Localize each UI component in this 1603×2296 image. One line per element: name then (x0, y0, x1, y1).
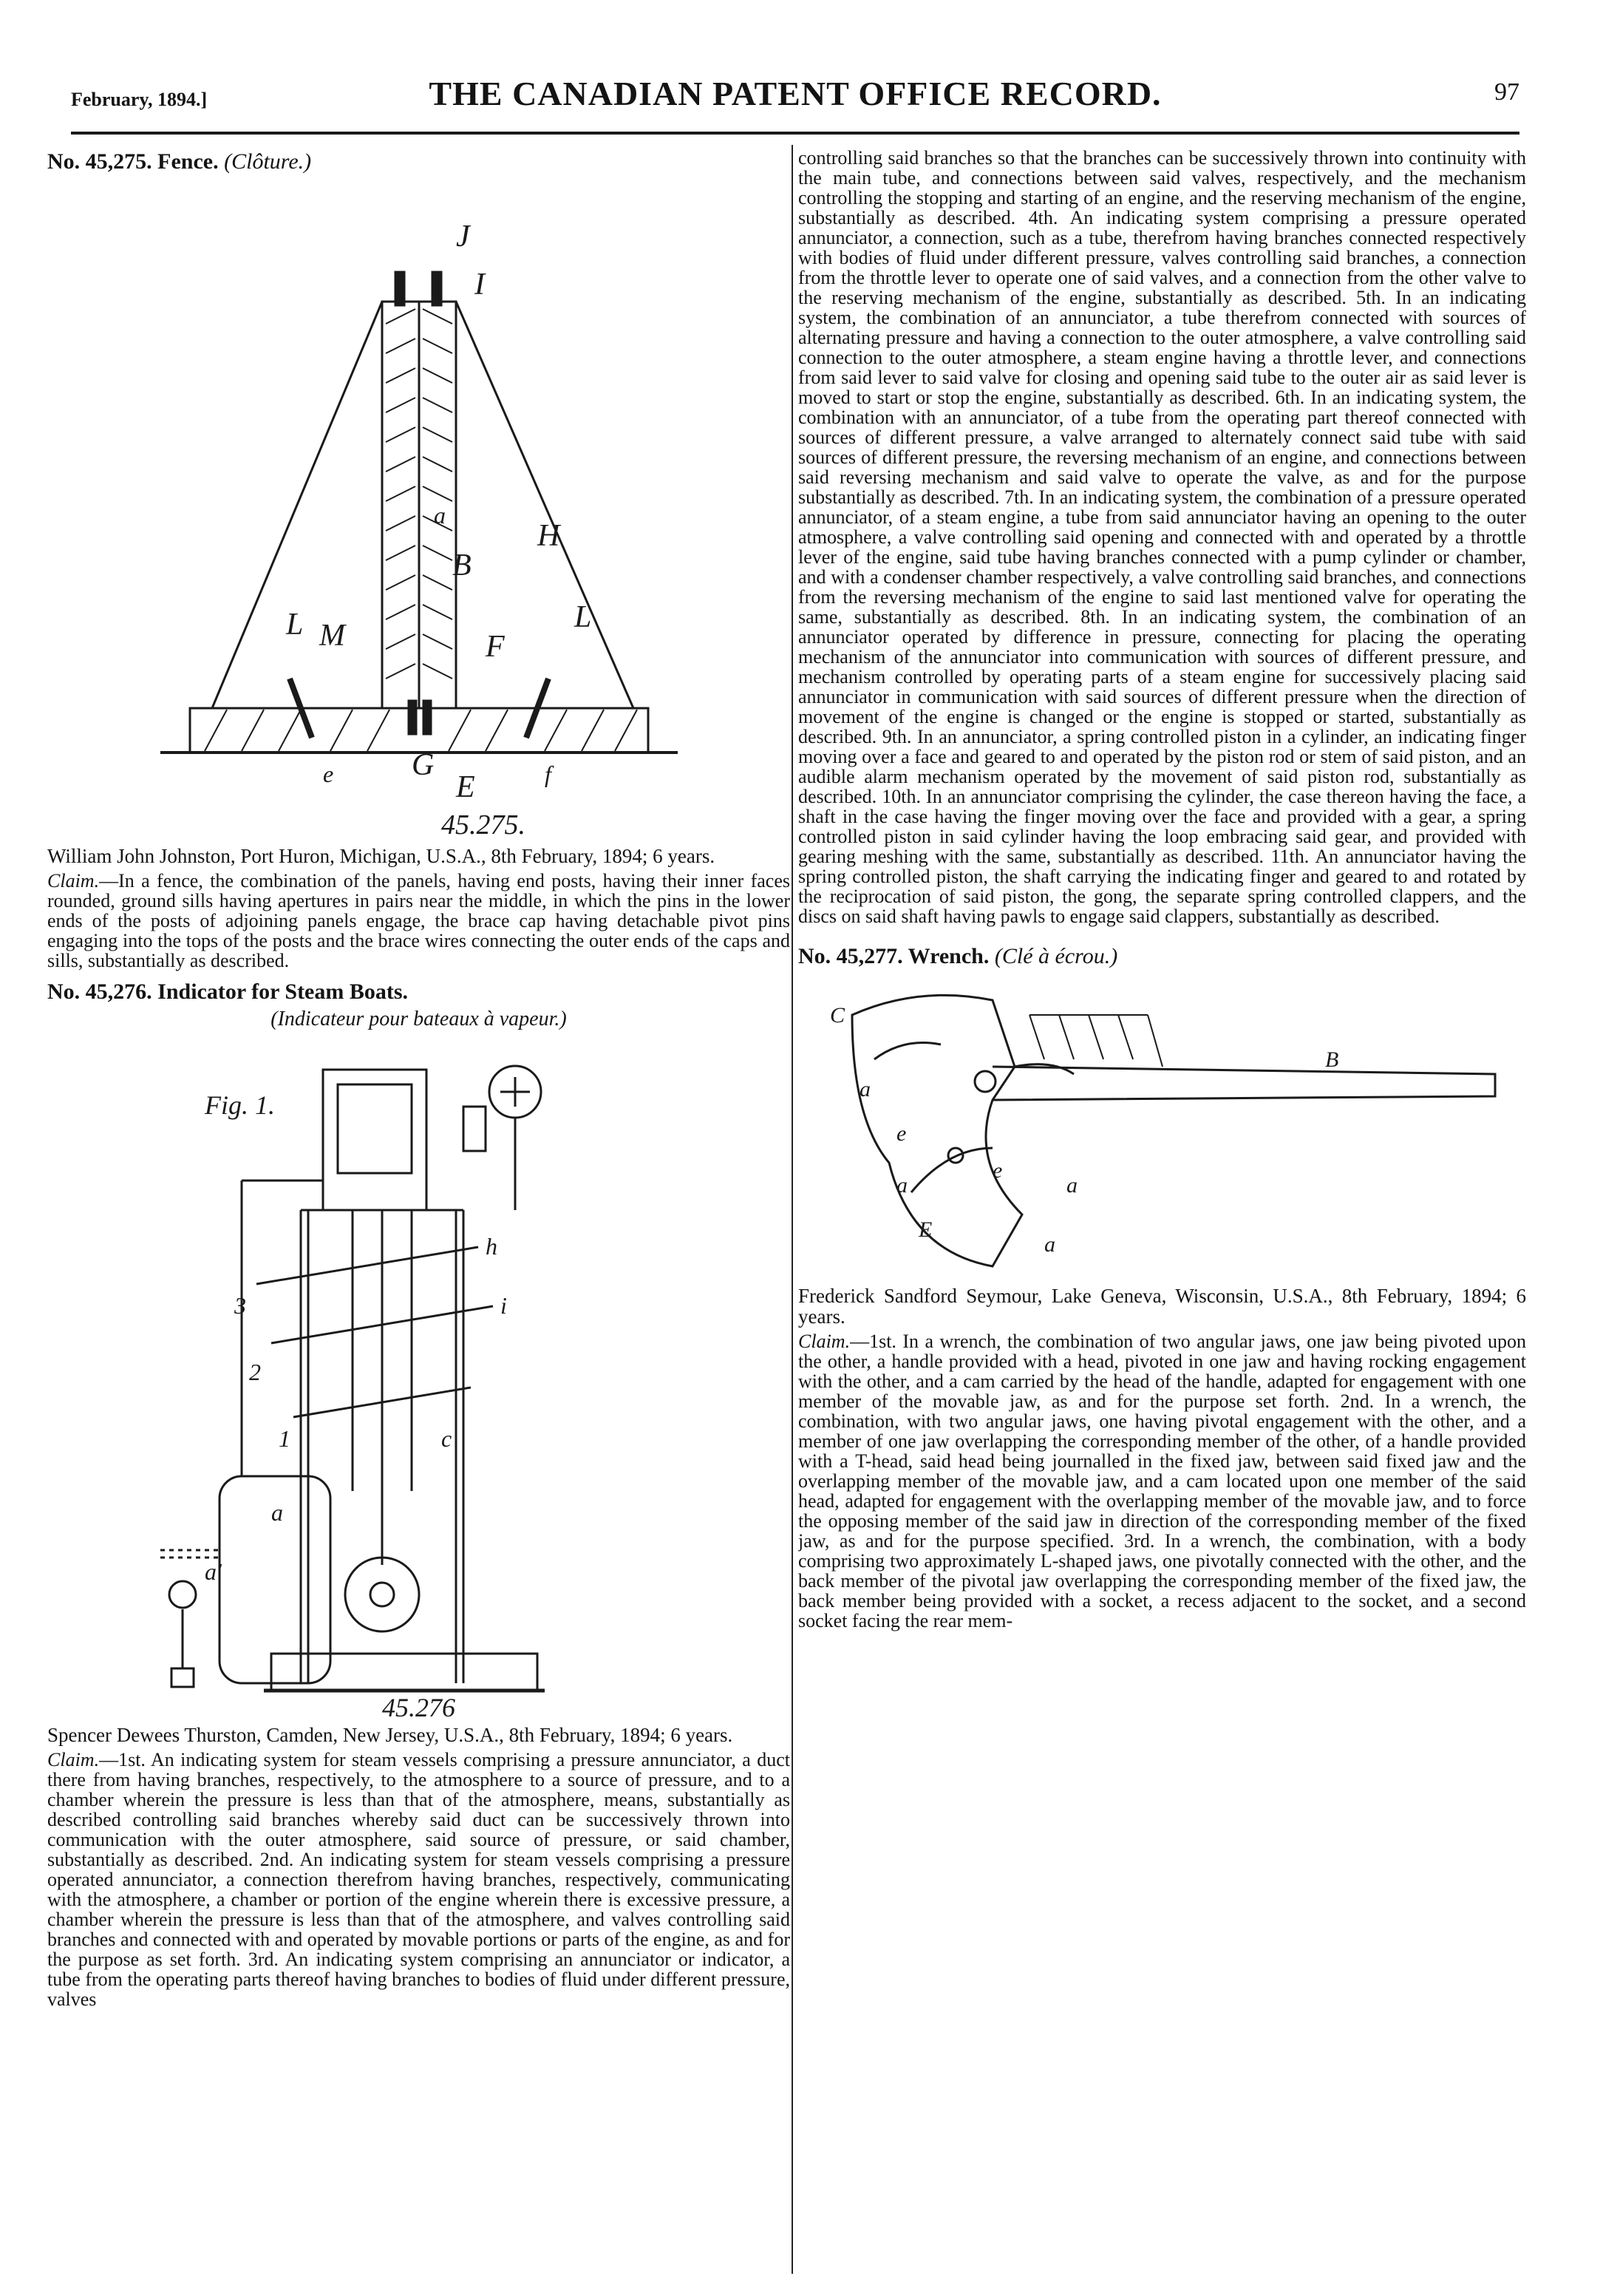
inventor-line: Frederick Sandford Seymour, Lake Geneva, Wisconsin, U.S.A., 8th February, 1894; 6 years. (798, 1285, 1526, 1328)
left-column (47, 148, 790, 2274)
fig-number: 45.276 (381, 1693, 455, 1720)
fig-letter: e (896, 1121, 906, 1146)
claim-label: Claim. (47, 870, 100, 891)
fig-label: Fig. 1. (204, 1090, 275, 1120)
claim-text: —1st. An indicating system for steam vessels comprising a pressure annunciator, a duct there from having branches, respectively, to the atmosphere to a source of pressure, and to a chamber wherein the pressure is less than that of the atmosphere, means, substantially as described controlling said branches whereby said duct can be successively thrown into communication with the outer atmosphere, said source of pressure, or said chamber, substantially as described. 2nd. An indicating system for steam vessels comprising a pressure operated annunciator, a connection therefrom having branches, respectively, communicating with the atmosphere, a chamber or portion of the engine wherein there is excessive pressure, a chamber wherein the pressure is less than that of the atmosphere, and valves controlling said branches and connected with and operated by movable portions or parts of the engine, as and for the purpose as set forth. 3rd. An indicating system comprising an annunciator or indicator, a tube from the operating parts thereof having branches to bodies of fluid under different pressure, valves (47, 1749, 790, 2010)
fig-letter: E (455, 770, 475, 804)
fig-letter: H (537, 519, 559, 553)
fig-letter: B (1324, 1047, 1338, 1072)
fig-letter: L (574, 600, 591, 634)
fig-letter: G (411, 748, 434, 782)
claim-label: Claim. (47, 1749, 100, 1770)
steam-indicator-figure (160, 1033, 678, 1720)
fig-letter: 3 (234, 1292, 246, 1319)
fig-letter: M (319, 619, 345, 653)
fig-letter: a (433, 502, 446, 529)
column-divider (792, 145, 793, 2274)
fig-letter: a (270, 1499, 283, 1526)
fig-letter: a (859, 1077, 871, 1101)
entry-heading-45275 (47, 148, 790, 176)
fig-letter: e (992, 1158, 1002, 1183)
fig-letter: c (440, 1425, 452, 1452)
claim-text: —In a fence, the combination of the panels, having end posts, having their inner faces rounded, ground sills having apertures in pairs near the middle, in which the pins in the lower ends of the posts of adjoining panels engage, the brace cap having detachable pivot pins engaging into the tops of the posts and the brace wires connecting the outer ends of the caps and sills, substantially as described. (47, 870, 790, 971)
fig-letter: e (322, 761, 333, 787)
fig-letter: C (829, 1003, 845, 1028)
fig-number: 45.275. (440, 809, 525, 840)
entry-heading-45276 (47, 978, 790, 1006)
fig-letter: E (918, 1217, 932, 1242)
fig-letter: F (485, 630, 505, 664)
fig-letter: f (544, 761, 551, 787)
claim-text: —1st. In a wrench, the combination of two angular jaws, one jaw being pivoted upon the other, a handle provided with a head, pivoted in one jaw and having rocking engagement with the other, and a cam carried by the head of the handle, adapted for engagement with one member of the movable jaw, as and for the purpose set forth. 2nd. In a wrench, the combination, with two angular jaws, one having pivotal engagement with the other, and a member of one jaw overlapping the corresponding member of the other, of a handle provided with a T-head, said head being journalled in the fixed jaw, between said fixed jaw and the overlapping member of the movable jaw, and a cam located upon one member of the said head, adapted for engagement with the overlapping member of the movable jaw, and to force the opposing member of the said jaw in direction of the corresponding member of the fixed jaw, as and for the purpose specified. 3rd. In a wrench, the combination, with a body comprising two approximately L-shaped jaws, one pivotally connected with the other, and the back member of the pivotal jaw overlapping the corresponding member of the fixed jaw, the back member being provided with a socket, a recess adjacent to the socket, and a second socket facing the rear mem- (798, 1331, 1526, 1631)
entry-heading-45277 (798, 942, 1526, 971)
fig-letter: a (1044, 1232, 1055, 1257)
entry-heading-french: (Indicateur pour bateaux à vapeur.) (270, 1008, 567, 1030)
fig-letter: L (285, 608, 303, 642)
issue-date: February, 1894.] (71, 89, 208, 110)
entry-heading-text: No. 45,276. Indicator for Steam Boats. (47, 979, 409, 1004)
inventor-line: Spencer Dewees Thurston, Camden, New Jersey, U.S.A., 8th February, 1894; 6 years. (47, 1724, 733, 1746)
fence-figure (160, 176, 678, 841)
header-rule (71, 132, 1519, 135)
fig-letter: a (1066, 1173, 1078, 1198)
fig-letter: B (452, 548, 472, 583)
claim-paragraph (47, 1750, 790, 2009)
inventor-line: William John Johnston, Port Huron, Michigan, U.S.A., 8th February, 1894; 6 years. (47, 845, 715, 867)
fig-letter: 1 (278, 1425, 290, 1452)
claim-paragraph (47, 871, 790, 971)
page-header (71, 71, 1519, 123)
entry-heading-french: (Clôture.) (224, 149, 312, 174)
fig-letter: I (474, 268, 485, 302)
fig-letter: a' (204, 1558, 222, 1585)
claim-label: Claim. (798, 1331, 851, 1352)
entry-heading-text: No. 45,277. Wrench. (798, 944, 990, 968)
fig-letter: i (500, 1292, 507, 1319)
fig-letter: J (455, 220, 470, 254)
claim-paragraph (798, 1331, 1526, 1631)
publication-title: THE CANADIAN PATENT OFFICE RECORD. (429, 75, 1162, 112)
entry-heading-text: No. 45,275. Fence. (47, 149, 219, 174)
claim-continuation: controlling said branches so that the branches can be successively thrown into continuity with the main tube, and connections between said valves, respectively, and the mechanism controlling the stopping and starting of an engine, and the reserving mechanism of the engine, substantially as described. 4th. An indicating system comprising a pressure operated annunciator, a connection, such as a tube, therefrom having branches connected respectively with bodies of fluid under different pressure, valves controlling said branches, a connection from the throttle lever to operate one of said valves, and a connection from the other valve to the reserving mechanism of the engine, substantially as described. 5th. In an indicating system, the combination of an annunciator, a tube therefrom connected with sources of alternating pressure and having a connection to the outer atmosphere, a valve controlling said connection to the outer atmosphere, a steam engine having a throttle lever, and connections from said lever to said valve for closing and opening said tube to the outer air as said lever is moved to start or stop the engine, substantially as described. 6th. In an indicating system, the combination with an annunciator, of a tube from the operating part thereof connected with sources of different pressure, a valve arranged to alternately connect said tube with said sources of different pressure, the reversing mechanism of an engine, and connections between said reversing mechanism and said valve to operate the valve, as and for the purpose substantially as described. 7th. In an indicating system, the combination of a pressure operated annunciator, of a steam engine, a tube from said annunciator having an opening to the outer atmosphere, a valve controlling said opening and connected with and operated by a throttle lever of the engine, said tube having branches connected with a pump cylinder or chamber, and with a condenser chamber respectively, a valve controlling said branches, and connections from the reversing mechanism of the engine to said last mentioned valve for operating the same, substantially as described. 8th. In an indicating system, the combination of an annunciator operated by difference in pressure, connecting for placing the operating mechanism of the annunciator into communication with sources of different pressure, and mechanism controlled by operating parts of a steam engine for successively placing said annunciator in communication with said sources of different pressure when the direction of movement of the engine is changed or the engine is stopped or started, substantially as described. 9th. In an annunciator, a spring controlled piston in a cylinder, an indicating finger moving over a face and geared to and operated by the piston rod or stem of said piston, and an audible alarm mechanism operated by the movement of said piston rod, substantially as described. 10th. In an annunciator comprising the cylinder, the case thereon having the face, a shaft in the case having the finger moving over the face and provided with a gear, a spring controlled piston in said cylinder having the loop embracing said gear, and provided with gearing meshing with the same, substantially as described. 11th. An annunciator having the spring controlled piston, the shaft carrying the indicating finger and geared to and rotated by the reciprocation of said piston, the gong, the separate spring controlled clappers, and the discs on said shaft having pawls to engage said clappers, substantially as described. (798, 148, 1526, 927)
wrench-figure (808, 971, 1517, 1281)
entry-heading-french: (Clé à écrou.) (994, 944, 1118, 968)
page-number: 97 (1494, 78, 1519, 106)
fig-letter: 2 (248, 1359, 261, 1385)
fig-letter: a (896, 1173, 908, 1198)
right-column (798, 148, 1526, 2274)
fig-letter: h (485, 1233, 497, 1260)
